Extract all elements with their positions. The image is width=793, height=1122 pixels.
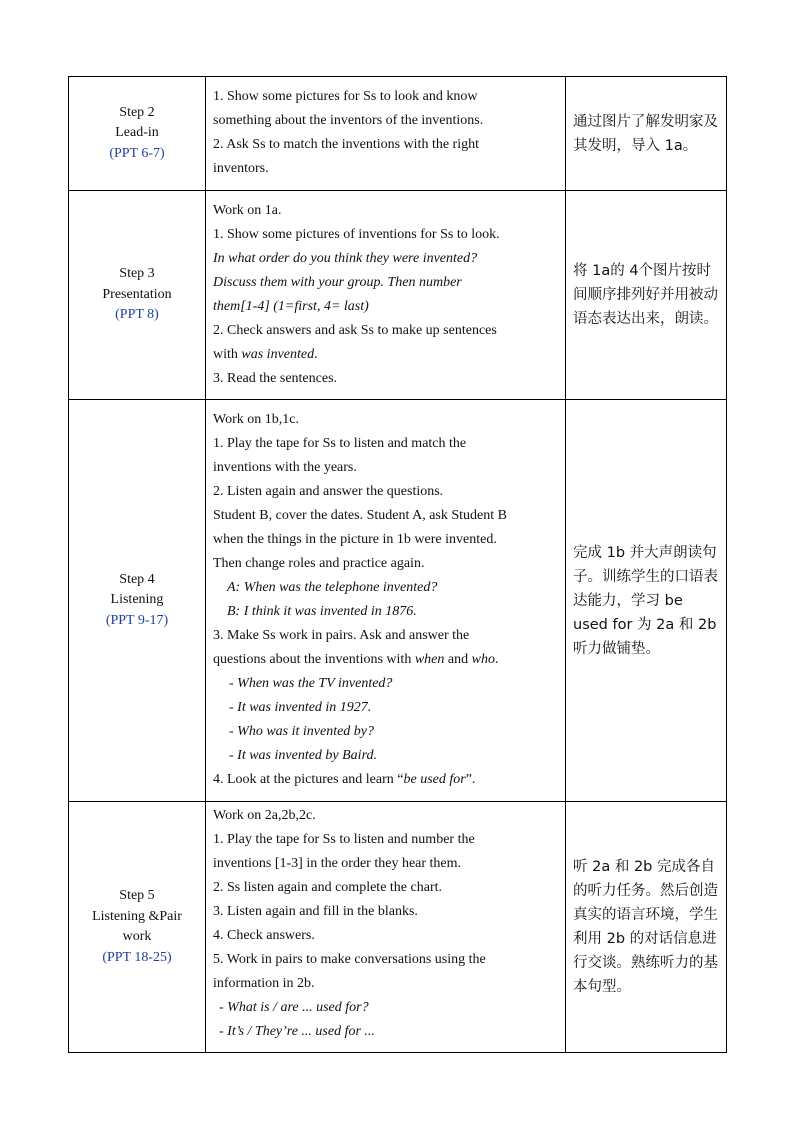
step-cell [69, 802, 206, 1053]
procedure-line: 5. Work in pairs to make conversations using the [213, 952, 486, 967]
procedure-line: 2. Check answers and ask Ss to make up sentences [213, 323, 497, 338]
text-run: 4. Look at the pictures and learn “ [213, 772, 404, 787]
step-cell [69, 400, 206, 802]
keyword: was invented [241, 347, 315, 362]
purpose-cell: 完成 1b 并大声朗读句子。训练学生的口语表达能力，学习 be used for 为 2a 和 2b 听力做铺垫。 [566, 400, 727, 802]
dialogue-line: - Who was it invented by? [229, 724, 375, 739]
procedure-line: In what order do you think they were invented? [213, 251, 478, 266]
procedure-line: inventors. [213, 161, 269, 176]
procedure-line [213, 343, 560, 367]
keyword: when [414, 652, 445, 667]
procedure-line: 1. Show some pictures of inventions for Ss to look. [213, 227, 500, 242]
procedure-line: 1. Play the tape for Ss to listen and number the [213, 832, 475, 847]
procedure-line: Work on 2a,2b,2c. [213, 808, 316, 823]
step-cell [69, 77, 206, 191]
table-row [69, 191, 727, 400]
table-row [69, 802, 727, 1053]
procedure-line: 3. Listen again and fill in the blanks. [213, 904, 418, 919]
dialogue-line: - It was invented by Baird. [229, 748, 378, 763]
procedure-line: information in 2b. [213, 976, 315, 991]
ppt-range: (PPT 8) [115, 307, 159, 323]
procedure-line: inventions with the years. [213, 460, 357, 475]
ppt-range: (PPT 9-17) [105, 612, 169, 628]
step-cell [69, 191, 206, 400]
procedure-cell [206, 400, 566, 802]
procedure-line: 2. Ask Ss to match the inventions with the right [213, 137, 479, 152]
text-run: with [213, 347, 242, 362]
procedure-line: them[1-4] (1=first, 4= last) [213, 299, 369, 314]
procedure-line: 2. Listen again and answer the questions. [213, 484, 444, 499]
procedure-line: Then change roles and practice again. [213, 556, 425, 571]
step-name: Presentation [102, 286, 172, 302]
procedure-line: 1. Play the tape for Ss to listen and match the [213, 436, 467, 451]
procedure-line: 1. Show some pictures for Ss to look and know [213, 89, 478, 104]
lesson-plan-table [68, 76, 727, 1053]
purpose-cell: 听 2a 和 2b 完成各自的听力任务。然后创造真实的语言环境，学生利用 2b 的对话信息进行交谈。熟练听力的基本句型。 [566, 802, 727, 1053]
procedure-line: 3. Read the sentences. [213, 371, 338, 386]
step-number: Step 4 [119, 571, 155, 587]
procedure-line: Work on 1a. [213, 203, 282, 218]
dialogue-line: - What is / are ... used for? [219, 1000, 369, 1015]
keyword: be used for [403, 772, 466, 787]
procedure-line: Work on 1b,1c. [213, 412, 299, 427]
step-name: Listening &Pair work [92, 908, 182, 944]
procedure-line: inventions [1-3] in the order they hear them. [213, 856, 462, 871]
procedure-line: 4. Check answers. [213, 928, 315, 943]
text-run: ”. [465, 772, 476, 787]
purpose-cell: 将 1a的 4个图片按时间顺序排列好并用被动语态表达出来，朗读。 [566, 191, 727, 400]
procedure-line: Student B, cover the dates. Student A, ask Student B [213, 508, 507, 523]
dialogue-line: - It’s / They’re ... used for ... [219, 1024, 375, 1039]
procedure-cell [206, 77, 566, 191]
keyword: who [471, 652, 495, 667]
dialogue-line: - When was the TV invented? [229, 676, 393, 691]
procedure-line: Discuss them with your group. Then number [213, 275, 462, 290]
ppt-range: (PPT 6-7) [109, 145, 165, 161]
table-row [69, 77, 727, 191]
procedure-cell [206, 802, 566, 1053]
procedure-line: when the things in the picture in 1b were invented. [213, 532, 497, 547]
text-run: questions about the inventions with [213, 652, 415, 667]
step-number: Step 2 [119, 104, 155, 120]
procedure-line [213, 768, 560, 792]
procedure-cell [206, 191, 566, 400]
procedure-line [213, 648, 560, 672]
step-name: Listening [110, 592, 164, 608]
procedure-line: 3. Make Ss work in pairs. Ask and answer the [213, 628, 470, 643]
text-run: . [494, 652, 499, 667]
procedure-line: 2. Ss listen again and complete the chart. [213, 880, 442, 895]
ppt-range: (PPT 18-25) [102, 949, 172, 965]
purpose-cell: 通过图片了解发明家及其发明，导入 1a。 [566, 77, 727, 191]
dialogue-line: A: When was the telephone invented? [227, 580, 438, 595]
text-run: and [444, 652, 472, 667]
text-run: . [314, 347, 318, 362]
procedure-line: something about the inventors of the inventions. [213, 113, 484, 128]
dialogue-line: B: I think it was invented in 1876. [227, 604, 417, 619]
table-row [69, 400, 727, 802]
step-number: Step 3 [119, 266, 155, 282]
dialogue-line: - It was invented in 1927. [229, 700, 372, 715]
step-name: Lead-in [115, 125, 159, 141]
step-number: Step 5 [119, 888, 155, 903]
